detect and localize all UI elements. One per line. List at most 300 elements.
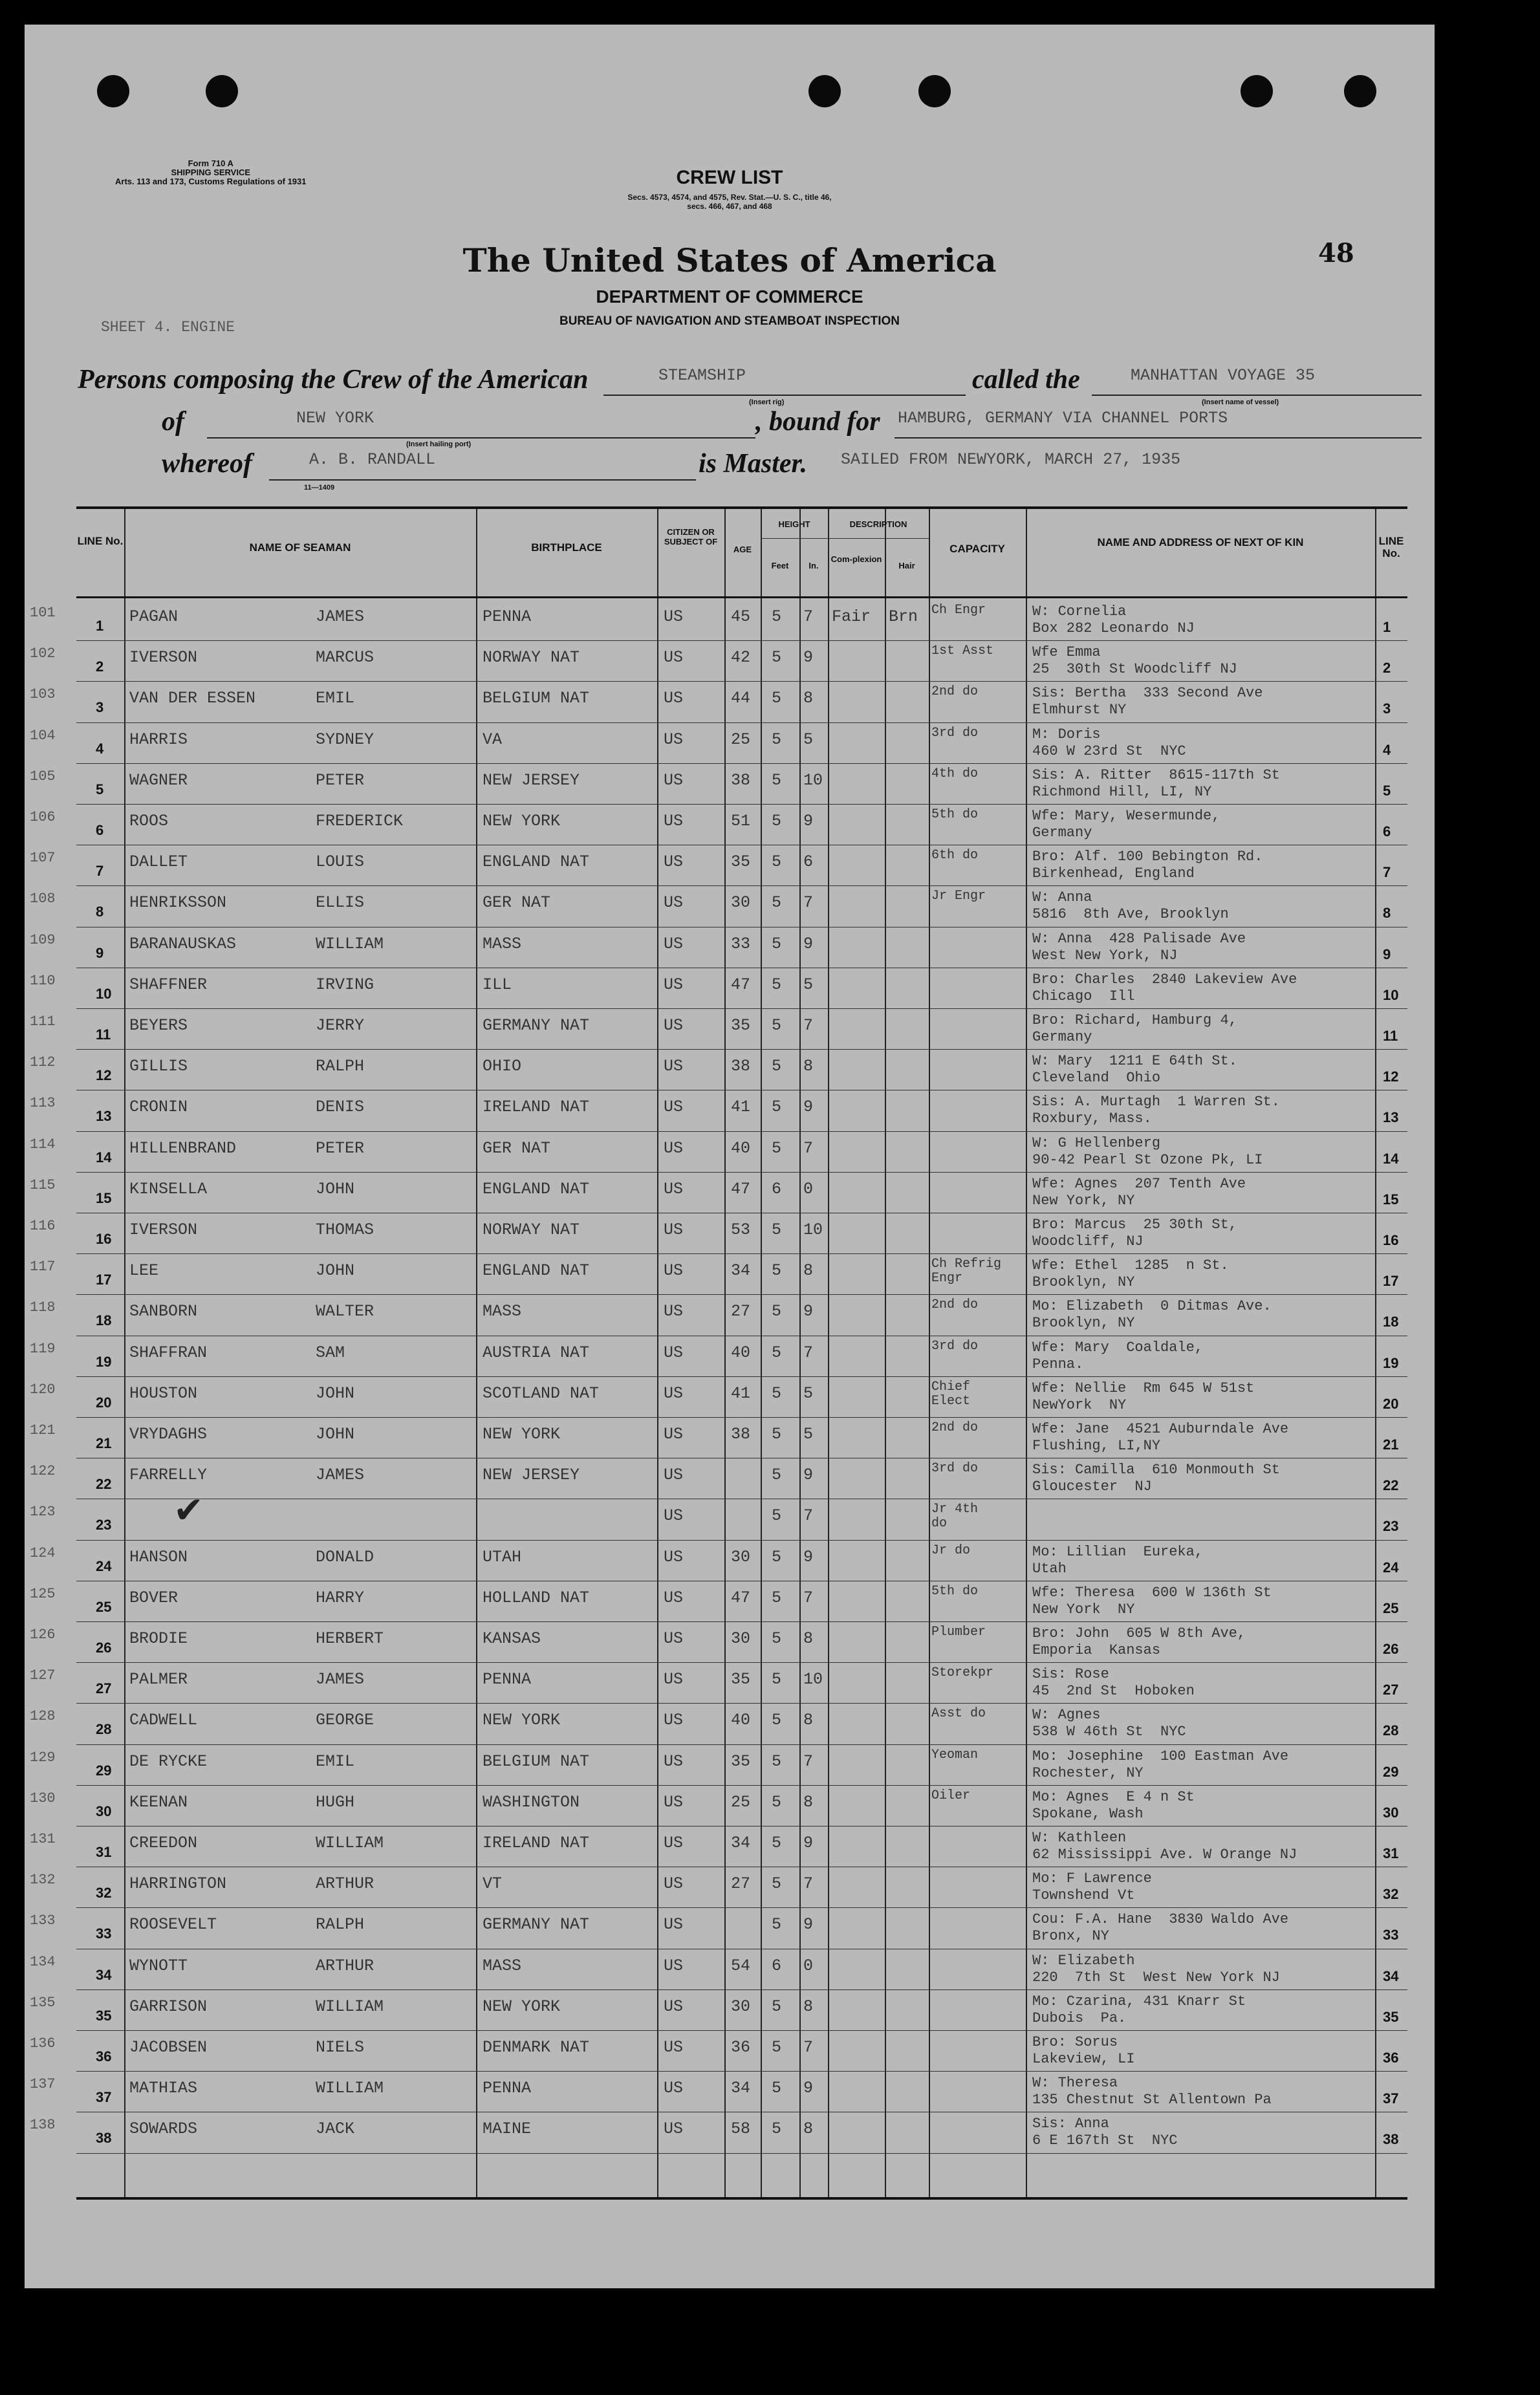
age: 40 — [731, 1138, 751, 1158]
seaman-given-name: JACK — [316, 2119, 355, 2139]
next-of-kin: W: Cornelia Box 282 Leonardo NJ — [1032, 603, 1195, 636]
capacity: Yeoman — [931, 1747, 979, 1762]
seaman-given-name: ELLIS — [316, 893, 365, 913]
age: 25 — [731, 730, 751, 749]
citizenship: US — [664, 1466, 684, 1485]
line-number-right: 16 — [1383, 1232, 1399, 1248]
height-feet: 5 — [772, 1670, 782, 1689]
seaman-surname: SOWARDS — [129, 2119, 198, 2139]
line-number-right: 12 — [1383, 1068, 1399, 1085]
crew-row — [30, 885, 1407, 926]
seaman-surname: DALLET — [129, 852, 188, 872]
row-reference-number: 127 — [30, 1667, 56, 1684]
row-reference-number: 124 — [30, 1544, 56, 1561]
row-reference-number: 108 — [30, 891, 56, 907]
line-number: 11 — [96, 1026, 111, 1043]
birthplace: ILL — [483, 975, 512, 994]
citizenship: US — [664, 1098, 684, 1117]
line-number: 29 — [96, 1762, 112, 1779]
line-number: 25 — [96, 1598, 112, 1615]
next-of-kin: W: Mary 1211 E 64th St. Cleveland Ohio — [1032, 1053, 1237, 1087]
height-inches: 5 — [803, 1425, 814, 1444]
next-of-kin: Mo: Czarina, 431 Knarr St Dubois Pa. — [1032, 1993, 1246, 2026]
height-feet: 5 — [772, 1874, 782, 1894]
seaman-given-name: SAM — [316, 1343, 345, 1362]
birthplace: GER NAT — [483, 1138, 551, 1158]
row-reference-number: 122 — [30, 1463, 56, 1480]
age: 38 — [731, 1057, 751, 1076]
line-number-right: 19 — [1383, 1354, 1399, 1371]
birthplace: GER NAT — [483, 893, 551, 913]
capacity: 2nd do — [931, 684, 979, 700]
height-inches: 7 — [803, 1343, 814, 1362]
row-reference-number: 136 — [30, 2035, 56, 2052]
destination-underline — [895, 437, 1422, 439]
height-inches: 7 — [803, 1751, 814, 1771]
seaman-surname: HENRIKSSON — [129, 893, 227, 913]
birthplace: NEW JERSEY — [483, 1466, 580, 1485]
birthplace: UTAH — [483, 1547, 522, 1566]
capacity: 2nd do — [931, 1420, 979, 1435]
seaman-surname: CRONIN — [129, 1098, 188, 1117]
line-number: 32 — [96, 1885, 112, 1902]
header-citizen: CITIZEN OR SUBJECT OF — [664, 527, 718, 547]
row-reference-number: 111 — [30, 1013, 56, 1030]
rig-hint: (Insert rig) — [749, 398, 785, 406]
birthplace: VA — [483, 730, 503, 749]
birthplace: DENMARK NAT — [483, 2038, 590, 2057]
height-feet: 5 — [772, 1997, 782, 2016]
line-number-right: 33 — [1383, 1927, 1399, 1944]
line-number: 17 — [96, 1272, 112, 1288]
line-number: 31 — [96, 1844, 112, 1860]
seaman-given-name: DENIS — [316, 1098, 365, 1117]
row-reference-number: 115 — [30, 1176, 56, 1193]
age: 40 — [731, 1343, 751, 1362]
seaman-surname: HOUSTON — [129, 1383, 198, 1403]
age: 45 — [731, 607, 751, 626]
seaman-given-name: JERRY — [316, 1016, 365, 1035]
crew-row — [30, 1008, 1407, 1049]
next-of-kin: Wfe: Mary, Wesermunde, Germany — [1032, 808, 1220, 841]
row-reference-number: 112 — [30, 1054, 56, 1071]
capacity: 3rd do — [931, 725, 979, 741]
line-number-right: 15 — [1383, 1191, 1399, 1208]
birthplace: SCOTLAND NAT — [483, 1383, 600, 1403]
crew-row — [30, 1703, 1407, 1744]
height-feet: 5 — [772, 770, 782, 790]
height-feet: 5 — [772, 1915, 782, 1934]
height-feet: 5 — [772, 975, 782, 994]
seaman-given-name: JOHN — [316, 1261, 355, 1281]
line-number-right: 36 — [1383, 2050, 1399, 2066]
seaman-given-name: PETER — [316, 770, 365, 790]
row-reference-number: 125 — [30, 1585, 56, 1602]
seaman-given-name: JAMES — [316, 1670, 365, 1689]
seaman-surname: DE RYCKE — [129, 1751, 208, 1771]
birthplace: NEW YORK — [483, 1711, 561, 1730]
crew-row — [30, 968, 1407, 1008]
birthplace: BELGIUM NAT — [483, 1751, 590, 1771]
crew-row — [30, 1989, 1407, 2030]
height-inches: 5 — [803, 1383, 814, 1403]
seaman-given-name: JOHN — [316, 1383, 355, 1403]
crew-row — [30, 1540, 1407, 1581]
row-reference-number: 121 — [30, 1422, 56, 1438]
seaman-given-name: WILLIAM — [316, 1834, 384, 1852]
height-inches: 8 — [803, 1997, 814, 2016]
row-reference-number: 134 — [30, 1953, 56, 1970]
next-of-kin: Sis: Bertha 333 Second Ave Elmhurst NY — [1032, 685, 1263, 719]
line-number-right: 3 — [1383, 700, 1391, 717]
height-feet: 5 — [772, 689, 782, 708]
seaman-given-name: DONALD — [316, 1547, 374, 1566]
height-feet: 5 — [772, 1425, 782, 1444]
capacity: 3rd do — [931, 1461, 979, 1477]
height-inches: 8 — [803, 689, 814, 708]
height-inches: 8 — [803, 2119, 814, 2139]
seaman-surname: IVERSON — [129, 648, 198, 667]
citizenship: US — [664, 1343, 684, 1362]
line-number-right: 20 — [1383, 1395, 1399, 1412]
age: 34 — [731, 1261, 751, 1281]
birthplace: KANSAS — [483, 1629, 541, 1648]
birthplace: NORWAY NAT — [483, 648, 580, 667]
seaman-surname: HARRINGTON — [129, 1874, 227, 1894]
seaman-surname: GARRISON — [129, 1997, 208, 2016]
of-text: of — [162, 407, 184, 437]
line-number: 20 — [96, 1394, 112, 1411]
next-of-kin: W: Kathleen 62 Mississippi Ave. W Orange NJ — [1032, 1830, 1297, 1863]
height-inches: 7 — [803, 1016, 814, 1035]
birthplace: NEW YORK — [483, 812, 561, 830]
birthplace: ENGLAND NAT — [483, 1179, 590, 1198]
height-inches: 5 — [803, 975, 814, 994]
birthplace: AUSTRIA NAT — [483, 1343, 590, 1362]
crew-row — [30, 1131, 1407, 1172]
line-number-right: 18 — [1383, 1314, 1399, 1330]
citizenship: US — [664, 607, 684, 626]
height-inches: 7 — [803, 2038, 814, 2057]
header-name: NAME OF SEAMAN — [249, 541, 351, 554]
crew-row — [30, 722, 1407, 763]
citizenship: US — [664, 1138, 684, 1158]
crew-row — [30, 2112, 1407, 2152]
row-reference-number: 130 — [30, 1790, 56, 1806]
crew-row — [30, 1049, 1407, 1090]
line-number-right: 2 — [1383, 660, 1391, 677]
crew-row — [30, 1907, 1407, 1948]
citizenship: US — [664, 1506, 684, 1526]
height-inches: 8 — [803, 1711, 814, 1730]
header-inches: In. — [808, 561, 819, 570]
header-hair: Hair — [898, 561, 915, 570]
check-mark-icon: ✔ — [173, 1490, 204, 1532]
line-number-right: 10 — [1383, 986, 1399, 1003]
line-number: 36 — [96, 2048, 112, 2064]
seaman-surname: IVERSON — [129, 1220, 198, 1239]
next-of-kin: Wfe: Theresa 600 W 136th St New York NY — [1032, 1584, 1272, 1618]
birthplace: MASS — [483, 934, 522, 953]
crew-row — [30, 1744, 1407, 1785]
seaman-surname: PAGAN — [129, 607, 179, 626]
citizenship: US — [664, 2079, 684, 2098]
seaman-given-name: HUGH — [316, 1792, 355, 1812]
destination-value: HAMBURG, GERMANY VIA CHANNEL PORTS — [898, 409, 1228, 428]
hair: Brn — [889, 607, 918, 626]
line-number-right: 35 — [1383, 2008, 1399, 2025]
seaman-surname: HARRIS — [129, 730, 188, 749]
line-number-right: 38 — [1383, 2131, 1399, 2148]
height-feet: 5 — [772, 1343, 782, 1362]
line-number: 13 — [96, 1108, 112, 1125]
row-reference-number: 138 — [30, 2117, 56, 2134]
master-value: A. B. RANDALL — [309, 450, 436, 469]
line-number-right: 34 — [1383, 1967, 1399, 1984]
row-reference-number: 123 — [30, 1504, 56, 1521]
header-next-of-kin: NAME AND ADDRESS OF NEXT OF KIN — [1097, 536, 1304, 548]
height-inches: 7 — [803, 607, 814, 626]
age: 27 — [731, 1302, 751, 1321]
height-inches: 7 — [803, 1588, 814, 1607]
age: 30 — [731, 1547, 751, 1566]
row-reference-number: 116 — [30, 1218, 56, 1234]
age: 38 — [731, 1425, 751, 1444]
crew-row — [30, 927, 1407, 968]
seaman-given-name: JAMES — [316, 607, 365, 626]
height-inches: 9 — [803, 1466, 814, 1485]
crew-table — [30, 506, 1407, 2200]
line-number: 26 — [96, 1640, 112, 1656]
line-number: 19 — [96, 1353, 112, 1370]
seaman-given-name: WILLIAM — [316, 2079, 384, 2098]
header-feet: Feet — [771, 561, 789, 570]
height-inches: 10 — [803, 770, 823, 790]
next-of-kin: Wfe: Mary Coaldale, Penna. — [1032, 1339, 1204, 1372]
form-identifier: Form 710 A SHIPPING SERVICE Arts. 113 and 173, Customs Regulations of 1931 — [115, 158, 307, 186]
header-height: HEIGHT — [778, 519, 810, 529]
next-of-kin: Wfe: Agnes 207 Tenth Ave New York, NY — [1032, 1175, 1246, 1209]
vessel-hint: (Insert name of vessel) — [1202, 398, 1279, 406]
line-number: 30 — [96, 1803, 112, 1819]
birthplace: MAINE — [483, 2119, 532, 2139]
birthplace: VT — [483, 1874, 503, 1894]
height-inches: 0 — [803, 1179, 814, 1198]
line-number: 35 — [96, 2007, 112, 2024]
capacity: Plumber — [931, 1625, 986, 1640]
height-feet: 5 — [772, 1547, 782, 1566]
capacity: 4th do — [931, 766, 979, 781]
birthplace: MASS — [483, 1302, 522, 1321]
line-number-right: 7 — [1383, 864, 1391, 881]
row-reference-number: 107 — [30, 850, 56, 867]
seaman-surname: CREEDON — [129, 1834, 198, 1852]
seaman-surname: VAN DER ESSEN — [129, 689, 256, 708]
height-inches: 9 — [803, 812, 814, 830]
citizenship: US — [664, 689, 684, 708]
seaman-surname: BRODIE — [129, 1629, 188, 1648]
seaman-surname: SANBORN — [129, 1302, 198, 1321]
line-number: 34 — [96, 1966, 112, 1983]
next-of-kin: Wfe: Nellie Rm 645 W 51st NewYork NY — [1032, 1380, 1255, 1413]
line-number-right: 37 — [1383, 2090, 1399, 2107]
row-reference-number: 132 — [30, 1872, 56, 1889]
row-reference-number: 109 — [30, 931, 56, 948]
line-number-right: 9 — [1383, 946, 1391, 962]
line-number: 21 — [96, 1435, 112, 1451]
crew-row — [30, 804, 1407, 845]
height-feet: 5 — [772, 1138, 782, 1158]
seaman-given-name: ARTHUR — [316, 1956, 374, 1975]
citizenship: US — [664, 2038, 684, 2057]
height-inches: 7 — [803, 1874, 814, 1894]
height-feet: 5 — [772, 1588, 782, 1607]
height-inches: 5 — [803, 730, 814, 749]
height-feet: 5 — [772, 2038, 782, 2057]
age: 27 — [731, 1874, 751, 1894]
birthplace: ENGLAND NAT — [483, 1261, 590, 1281]
citizenship: US — [664, 893, 684, 913]
line-number: 28 — [96, 1721, 112, 1738]
citizenship: US — [664, 1915, 684, 1934]
row-reference-number: 137 — [30, 2076, 56, 2093]
citizenship: US — [664, 1057, 684, 1076]
line-number: 15 — [96, 1189, 112, 1206]
row-reference-number: 117 — [30, 1259, 56, 1275]
rig-value: STEAMSHIP — [658, 366, 746, 385]
capacity: 5th do — [931, 1583, 979, 1599]
birthplace: NEW YORK — [483, 1997, 561, 2016]
line-number-right: 30 — [1383, 1804, 1399, 1821]
next-of-kin: W: G Hellenberg 90-42 Pearl St Ozone Pk, LI — [1032, 1134, 1263, 1168]
seaman-surname: WYNOTT — [129, 1956, 188, 1975]
birthplace: BELGIUM NAT — [483, 689, 590, 708]
crew-list-sheet — [25, 25, 1435, 2288]
seaman-given-name: RALPH — [316, 1915, 365, 1934]
crew-row — [30, 1490, 1407, 1539]
line-number-right: 22 — [1383, 1477, 1399, 1494]
height-inches: 7 — [803, 1506, 814, 1526]
height-inches: 8 — [803, 1261, 814, 1281]
bureau-name: BUREAU OF NAVIGATION AND STEAMBOAT INSPECTION — [559, 314, 900, 328]
next-of-kin: W: Agnes 538 W 46th St NYC — [1032, 1707, 1186, 1740]
seaman-given-name: JOHN — [316, 1425, 355, 1444]
header-capacity: CAPACITY — [949, 543, 1005, 555]
seaman-given-name: SYDNEY — [316, 730, 374, 749]
next-of-kin: Mo: Josephine 100 Eastman Ave Rochester, NY — [1032, 1748, 1289, 1781]
complexion: Fair — [832, 607, 871, 626]
height-feet: 5 — [772, 852, 782, 872]
birthplace: IRELAND NAT — [483, 1834, 590, 1852]
height-inches: 7 — [803, 893, 814, 913]
seaman-surname: ROOSEVELT — [129, 1915, 217, 1934]
seaman-surname: GILLIS — [129, 1057, 188, 1076]
citizenship: US — [664, 1016, 684, 1035]
citizenship: US — [664, 812, 684, 830]
sailing-date: SAILED FROM NEWYORK, MARCH 27, 1935 — [841, 450, 1181, 469]
birthplace: GERMANY NAT — [483, 1915, 590, 1934]
citizenship: US — [664, 1588, 684, 1607]
height-feet: 5 — [772, 1057, 782, 1076]
birthplace: WASHINGTON — [483, 1792, 580, 1812]
seaman-surname: MATHIAS — [129, 2079, 198, 2098]
line-number-right: 31 — [1383, 1845, 1399, 1861]
row-reference-number: 110 — [30, 972, 56, 989]
row-reference-number: 118 — [30, 1299, 56, 1316]
line-number: 1 — [96, 618, 104, 634]
age: 51 — [731, 812, 751, 830]
birthplace: GERMANY NAT — [483, 1016, 590, 1035]
next-of-kin: W: Anna 428 Palisade Ave West New York, NJ — [1032, 930, 1246, 964]
citizenship: US — [664, 1997, 684, 2016]
line-number: 9 — [96, 944, 104, 961]
capacity: Jr do — [931, 1543, 971, 1558]
line-number-right: 26 — [1383, 1641, 1399, 1657]
crew-row — [30, 1376, 1407, 1417]
line-number: 16 — [96, 1231, 112, 1247]
port-hint: (Insert hailing port) — [406, 440, 472, 448]
rig-underline — [603, 395, 966, 396]
crew-row — [30, 1336, 1407, 1376]
seaman-given-name: WALTER — [316, 1302, 374, 1321]
line-number-right: 8 — [1383, 905, 1391, 922]
next-of-kin: M: Doris 460 W 23rd St NYC — [1032, 726, 1186, 759]
height-feet: 5 — [772, 1751, 782, 1771]
document-title: The United States of America — [462, 241, 997, 279]
line-number-right: 25 — [1383, 1599, 1399, 1616]
height-inches: 9 — [803, 2079, 814, 2098]
age: 41 — [731, 1098, 751, 1117]
citizenship: US — [664, 934, 684, 953]
crew-row — [30, 1662, 1407, 1703]
row-reference-number: 131 — [30, 1831, 56, 1847]
capacity: 1st Asst — [931, 644, 994, 659]
age: 40 — [731, 1711, 751, 1730]
citizenship: US — [664, 770, 684, 790]
seaman-surname: LEE — [129, 1261, 159, 1281]
crew-row — [30, 763, 1407, 804]
age: 54 — [731, 1956, 751, 1975]
row-reference-number: 101 — [30, 605, 56, 621]
capacity: Jr 4th do — [931, 1502, 979, 1532]
line-number-right: 4 — [1383, 741, 1391, 758]
row-reference-number: 129 — [30, 1749, 56, 1766]
citizenship: US — [664, 1711, 684, 1730]
line-number: 3 — [96, 699, 104, 716]
citizenship: US — [664, 1302, 684, 1321]
capacity: 5th do — [931, 807, 979, 822]
form-number: 11—1409 — [304, 484, 335, 492]
seaman-given-name: MARCUS — [316, 648, 374, 667]
birthplace: PENNA — [483, 1670, 532, 1689]
seaman-given-name: LOUIS — [316, 852, 365, 872]
height-feet: 5 — [772, 607, 782, 626]
line-number: 37 — [96, 2089, 112, 2106]
seaman-given-name: WILLIAM — [316, 934, 384, 953]
next-of-kin: Wfe: Jane 4521 Auburndale Ave Flushing, LI,NY — [1032, 1421, 1289, 1454]
height-inches: 8 — [803, 1057, 814, 1076]
height-feet: 5 — [772, 1098, 782, 1117]
punch-hole — [808, 75, 841, 107]
capacity: 3rd do — [931, 1338, 979, 1354]
crew-row — [30, 845, 1407, 885]
age: 30 — [731, 893, 751, 913]
seaman-surname: BEYERS — [129, 1016, 188, 1035]
crew-row — [30, 640, 1407, 681]
line-number: 18 — [96, 1312, 112, 1329]
height-feet: 5 — [772, 1466, 782, 1485]
line-number: 14 — [96, 1149, 112, 1165]
